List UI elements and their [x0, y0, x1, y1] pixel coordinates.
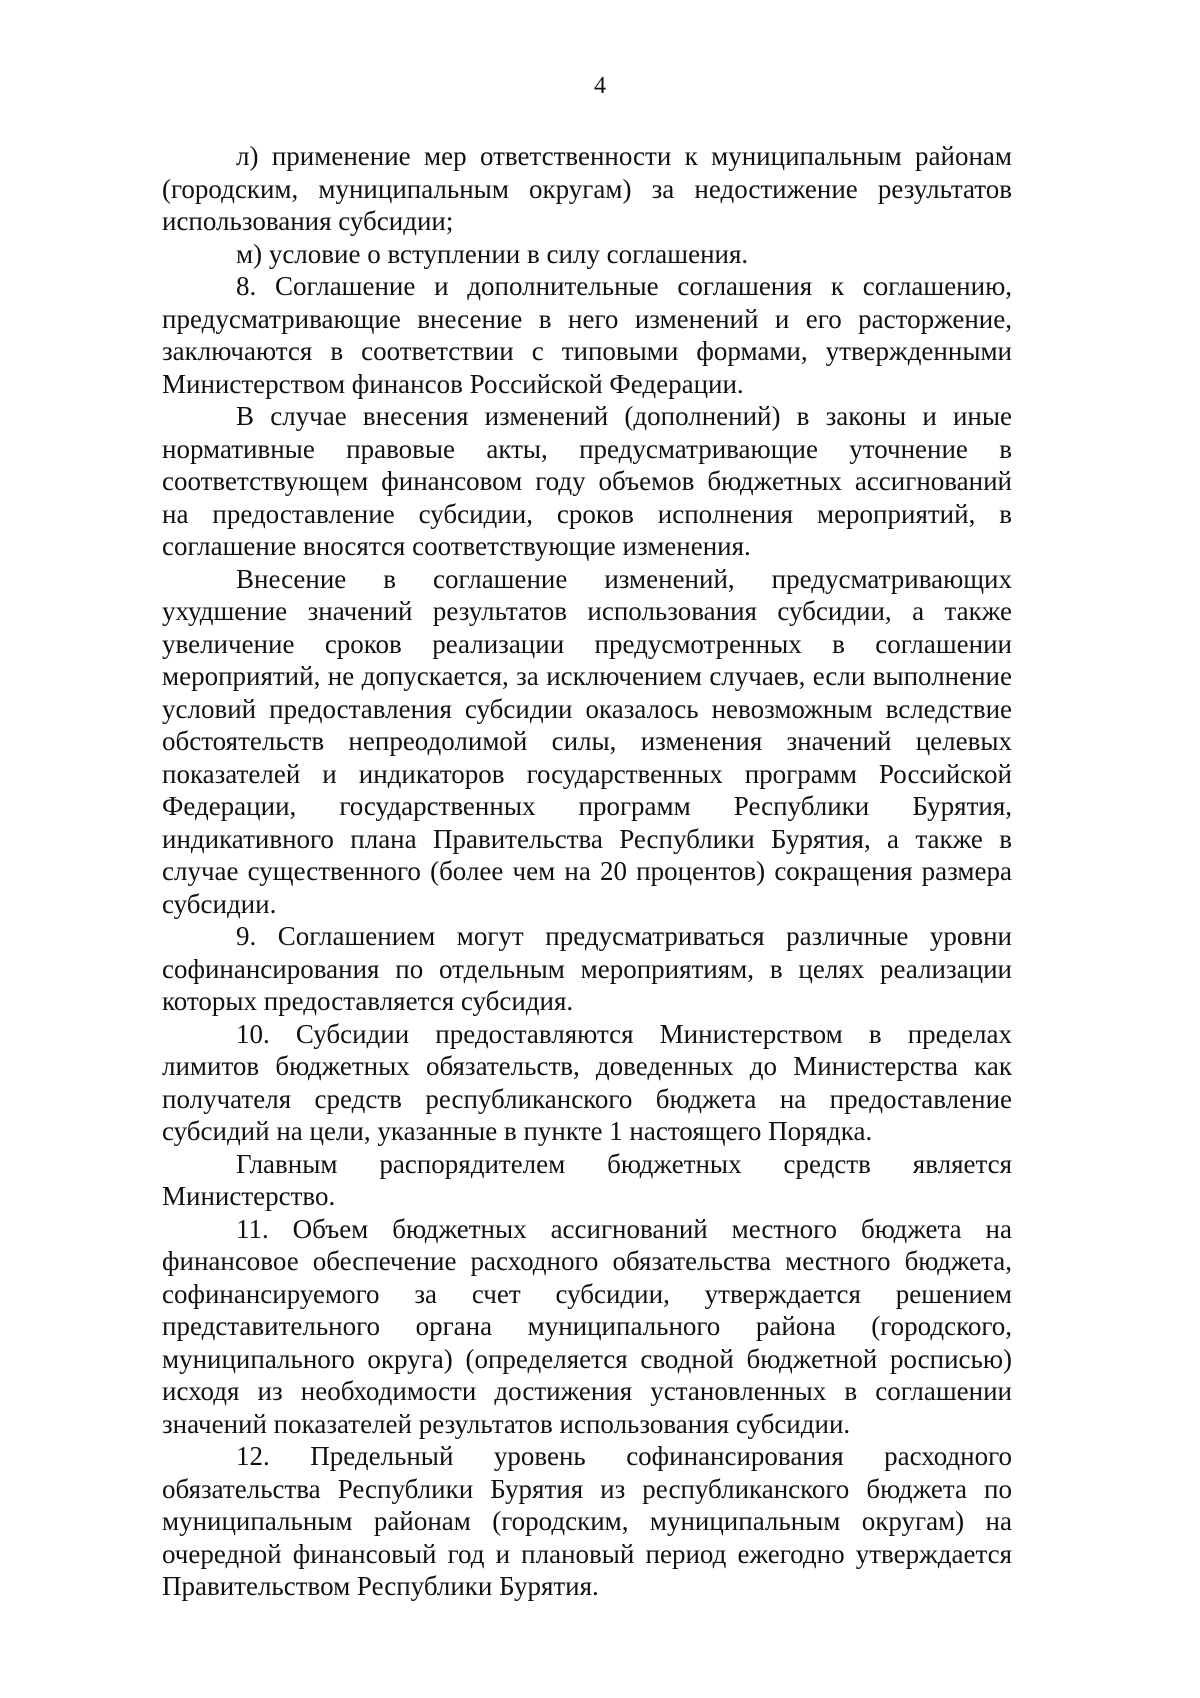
paragraph-12-cofinancing-limit: 12. Предельный уровень софинансирования расходного обязательства Республики Бурятия из республиканского бюджета по муниципальным районам (городским, муниципальным округам) на очередной финансовый год и плановый период ежегодно утверждается Правительством Республики Бурятия. — [162, 1441, 1012, 1601]
paragraph-chief-administrator: Главным распорядителем бюджетных средств является Министерство. — [162, 1148, 1012, 1211]
paragraph-m-entry-into-force: м) условие о вступлении в силу соглашения. — [236, 238, 749, 269]
paragraph-9-cofinancing-levels: 9. Соглашением могут предусматриваться различные уровни софинансирования по отдельным мероприятиям, в целях реализации которых предоставляется субсидия. — [162, 921, 1012, 1016]
paragraph-11-local-budget: 11. Объем бюджетных ассигнований местного бюджета на финансовое обеспечение расходного обязательства местного бюджета, софинансируемого за счет субсидии, утверждается решением представительного органа муниципального района (городского, муниципального округа) (определяется сводной бюджетной росписью) исходя из необходимости достижения установленных в соглашении значений показателей результатов использования субсидии. — [162, 1213, 1012, 1439]
paragraph-8-agreement-forms: 8. Соглашение и дополнительные соглашения к соглашению, предусматривающие внесение в него изменений и его расторжение, заключаются в соответствии с типовыми формами, утвержденными Министерством финансов Российской Федерации. — [162, 271, 1012, 399]
paragraph-l-liability-measures: л) применение мер ответственности к муниципальным районам (городским, муниципальным округам) за недостижение результатов использования субсидии; — [162, 141, 1012, 236]
paragraph-amendment-restrictions: Внесение в соглашение изменений, предусматривающих ухудшение значений результатов использования субсидии, а также увеличение сроков реализации предусмотренных в соглашении мероприятий, не допускается, за исключением случаев, если выполнение условий предоставления субсидии оказалось невозможным вследствие обстоятельств непреодолимой силы, изменения значений целевых показателей и индикаторов государственных программ Российской Федерации, государственных программ Республики Бурятия, индикативного плана Правительства Республики Бурятия, а также в случае существенного (более чем на 20 процентов) сокращения размера субсидии. — [162, 563, 1012, 919]
paragraph-10-subsidy-provision: 10. Субсидии предоставляются Министерством в пределах лимитов бюджетных обязательств, доведенных до Министерства как получателя средств республиканского бюджета на предоставление субсидий на цели, указанные в пункте 1 настоящего Порядка. — [162, 1018, 1012, 1146]
paragraph-amendments-in-laws: В случае внесения изменений (дополнений) в законы и иные нормативные правовые акты, предусматривающие уточнение в соответствующем финансовом году объемов бюджетных ассигнований на предоставление субсидии, сроков исполнения мероприятий, в соглашение вносятся соответствующие изменения. — [162, 401, 1012, 561]
document-body — [162, 140, 1012, 1603]
page-number: 4 — [594, 73, 606, 99]
